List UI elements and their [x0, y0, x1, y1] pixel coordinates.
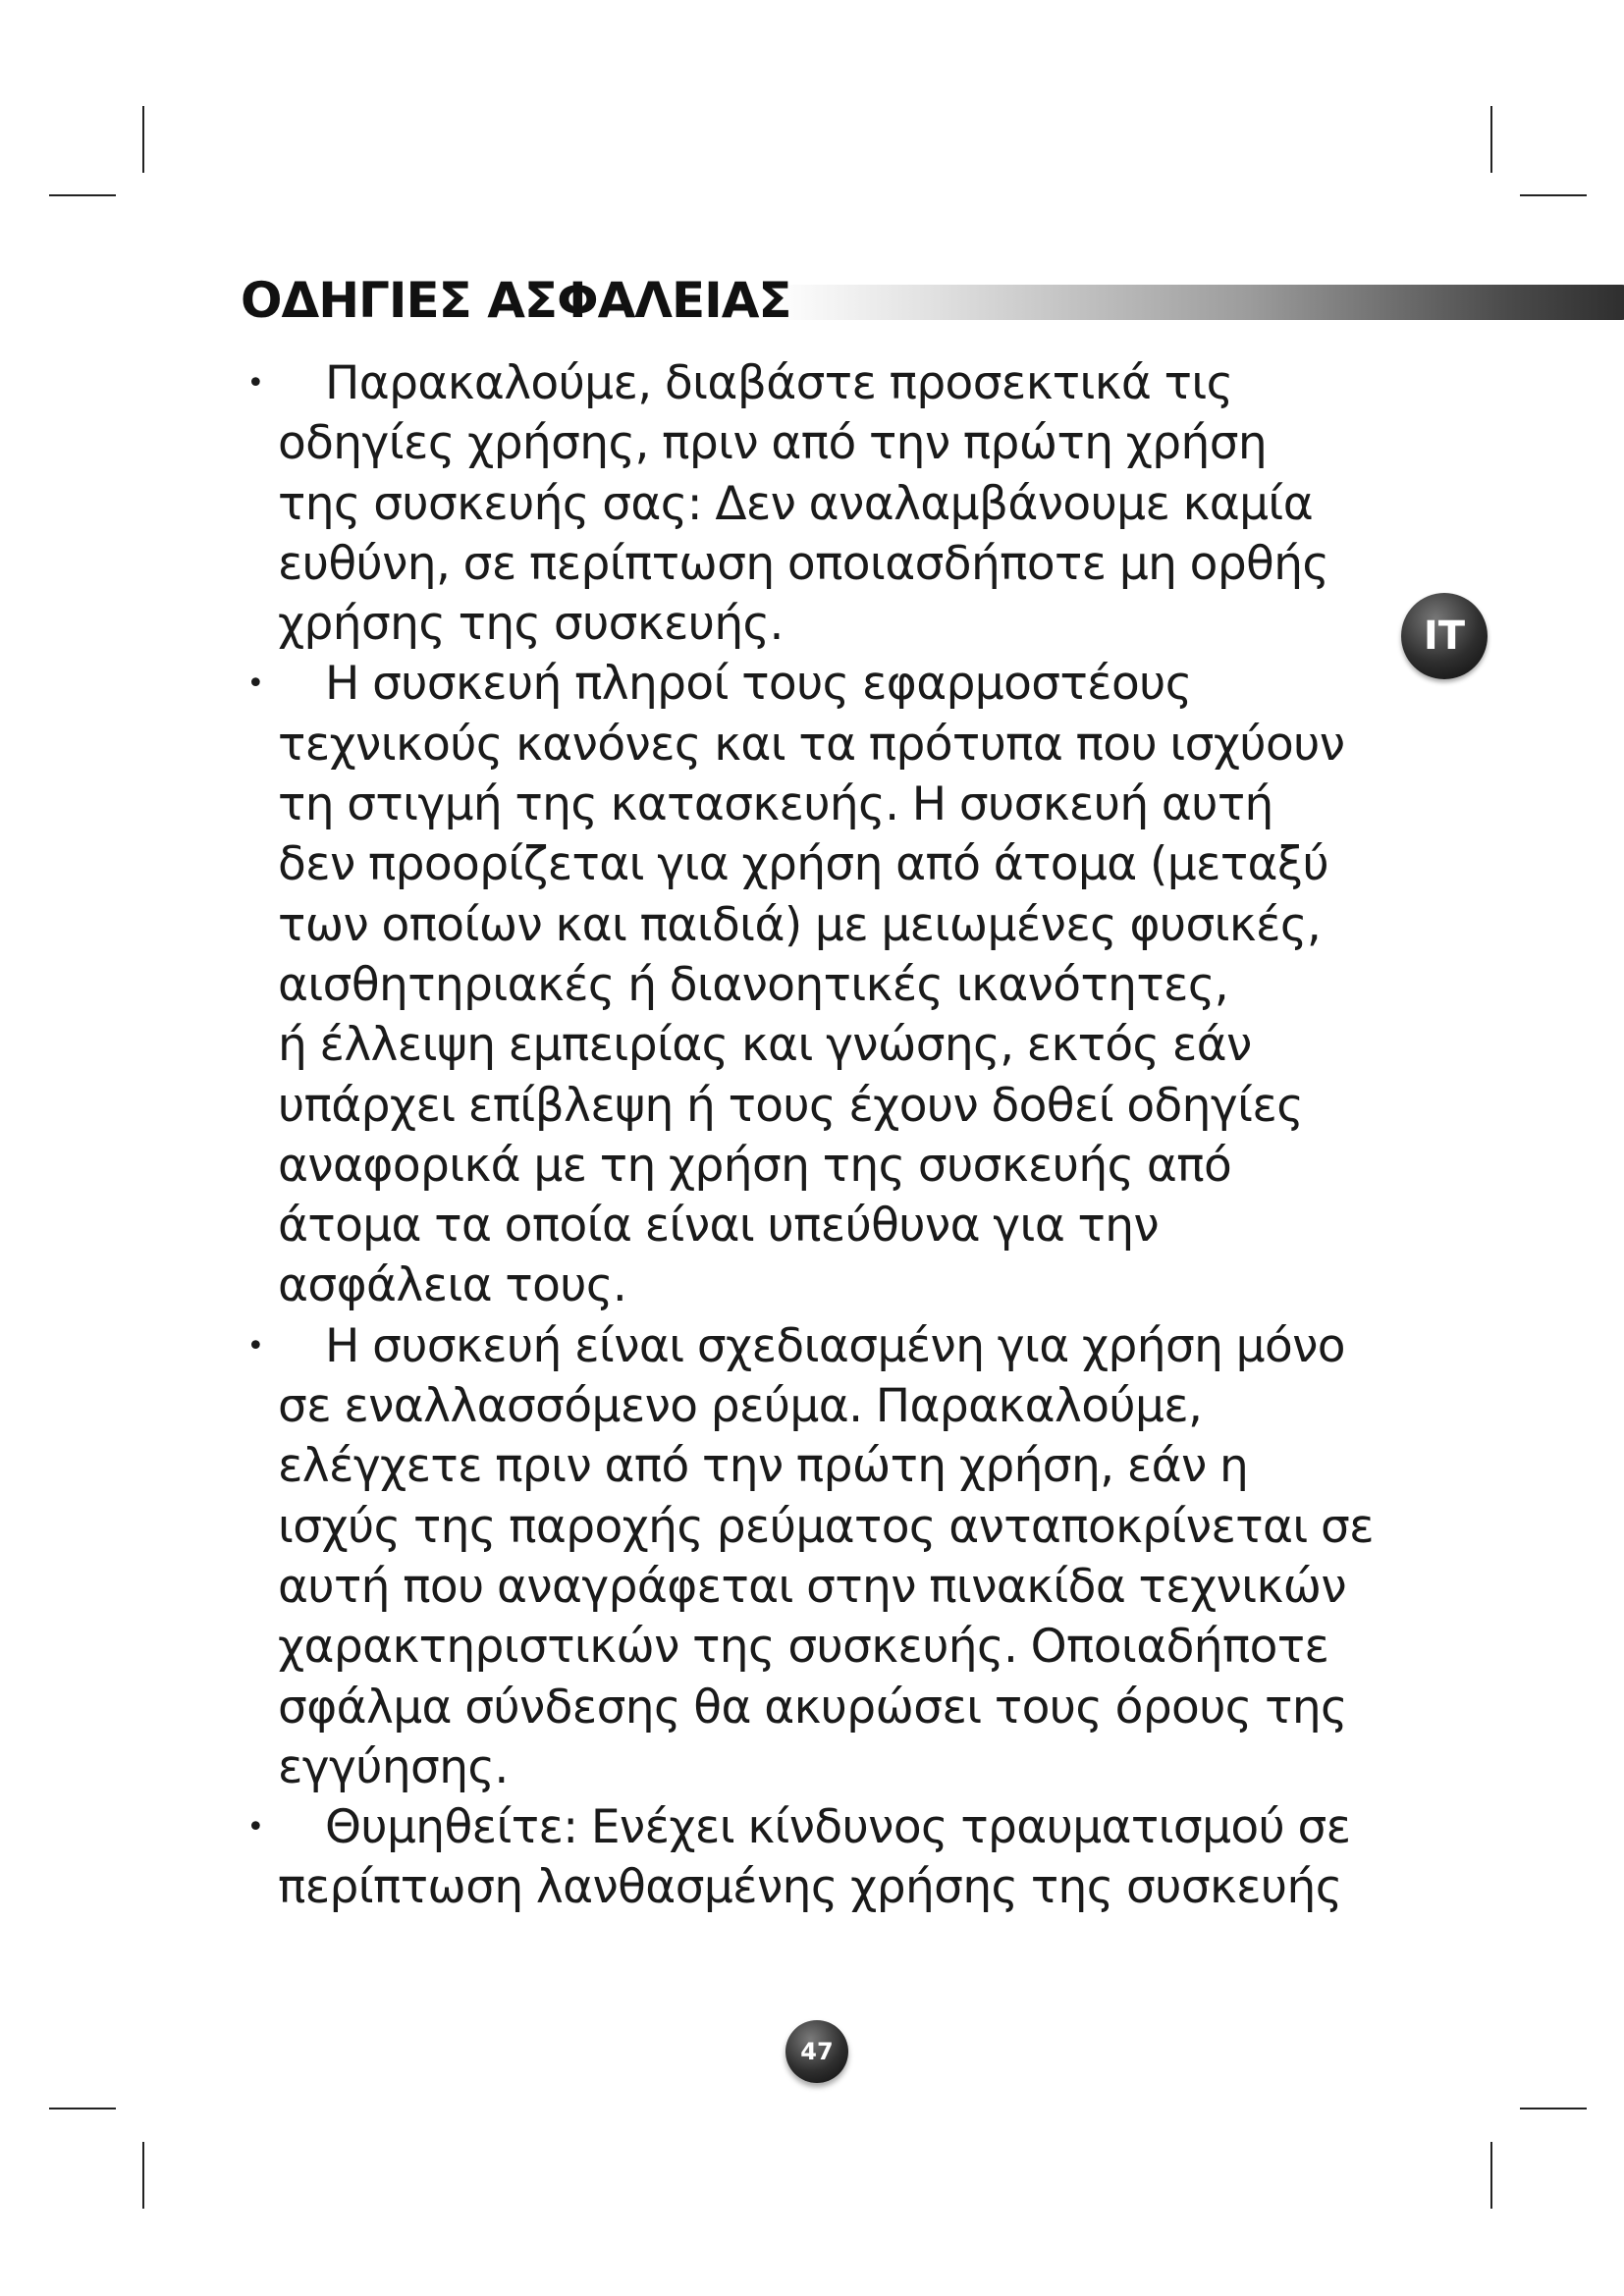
paragraph-line: εγγύησης. [278, 1739, 509, 1794]
paragraph-line: της συσκευής σας: Δεν αναλαμβάνουμε καμία [278, 476, 1314, 531]
paragraph-line: Η συσκευή είναι σχεδιασμένη για χρήση μόνο [325, 1318, 1345, 1373]
crop-mark-bottom-right-vertical [1490, 2142, 1492, 2209]
list-item [241, 1316, 1409, 1797]
paragraph-line: τη στιγμή της κατασκευής. Η συσκευή αυτή [278, 777, 1273, 832]
paragraph-line: δεν προορίζεται για χρήση από άτομα (μεταξύ [278, 837, 1329, 892]
crop-mark-top-right-vertical [1490, 106, 1492, 173]
paragraph-line: αυτή που αναγράφεται στην πινακίδα τεχνικών [278, 1559, 1347, 1614]
crop-mark-top-left-horizontal [49, 194, 116, 196]
paragraph-line: άτομα τα οποία είναι υπεύθυνα για την [278, 1199, 1160, 1254]
paragraph-line: χρήσης της συσκευής. [278, 597, 784, 652]
paragraph-line: σφάλμα σύνδεσης θα ακυρώσει τους όρους της [278, 1680, 1347, 1735]
paragraph-line: Η συσκευή πληροί τους εφαρμοστέους [325, 657, 1192, 712]
crop-mark-top-left-vertical [142, 106, 144, 173]
paragraph-line: ελέγχετε πριν από την πρώτη χρήση, εάν η [278, 1439, 1249, 1494]
heading-gradient-bar [771, 285, 1624, 320]
crop-mark-bottom-right-horizontal [1520, 2108, 1587, 2109]
paragraph-line: ή έλλειψη εμπειρίας και γνώσης, εκτός εάν [278, 1018, 1252, 1073]
paragraph-line: ασφάλεια τους. [278, 1258, 627, 1313]
crop-mark-bottom-left-vertical [142, 2142, 144, 2209]
bullet-dot-icon: • [246, 1328, 264, 1363]
paragraph-line: ισχύς της παροχής ρεύματος ανταποκρίνεται σε [278, 1499, 1374, 1554]
paragraph-line: χαρακτηριστικών της συσκευής. Οποιαδήποτε [278, 1620, 1329, 1675]
section-title: ΟΔΗΓΙΕΣ ΑΣΦΑΛΕΙΑΣ [241, 272, 791, 329]
list-item [241, 1797, 1409, 1918]
crop-mark-top-right-horizontal [1520, 194, 1587, 196]
paragraph-line: των οποίων και παιδιά) με μειωμένες φυσικές, [278, 897, 1322, 952]
crop-mark-bottom-left-horizontal [49, 2108, 116, 2109]
bullet-dot-icon: • [246, 366, 264, 400]
paragraph-line: τεχνικούς κανόνες και τα πρότυπα που ισχύουν [278, 717, 1345, 772]
page-number-badge: 47 [785, 2020, 848, 2083]
paragraph-line: περίπτωση λανθασμένης χρήσης της συσκευής [278, 1860, 1342, 1915]
safety-instructions-list [241, 353, 1409, 1918]
paragraph-line: αισθητηριακές ή διανοητικές ικανότητες, [278, 957, 1229, 1012]
bullet-dot-icon: • [246, 667, 264, 702]
paragraph-line: οδηγίες χρήσης, πριν από την πρώτη χρήση [278, 416, 1268, 471]
list-item [241, 654, 1409, 1315]
list-item [241, 353, 1409, 654]
paragraph-line: Παρακαλούμε, διαβάστε προσεκτικά τις [325, 356, 1233, 410]
bullet-dot-icon: • [246, 1810, 264, 1845]
language-badge: IT [1401, 593, 1488, 679]
section-heading [241, 265, 1399, 340]
paragraph-line: ευθύνη, σε περίπτωση οποιασδήποτε μη ορθής [278, 536, 1329, 591]
paragraph-line: αναφορικά με τη χρήση της συσκευής από [278, 1138, 1232, 1193]
paragraph-line: Θυμηθείτε: Ενέχει κίνδυνος τραυματισμού σε [325, 1800, 1351, 1855]
paragraph-line: σε εναλλασσόμενο ρεύμα. Παρακαλούμε, [278, 1379, 1203, 1434]
paragraph-line: υπάρχει επίβλεψη ή τους έχουν δοθεί οδηγίες [278, 1078, 1304, 1133]
